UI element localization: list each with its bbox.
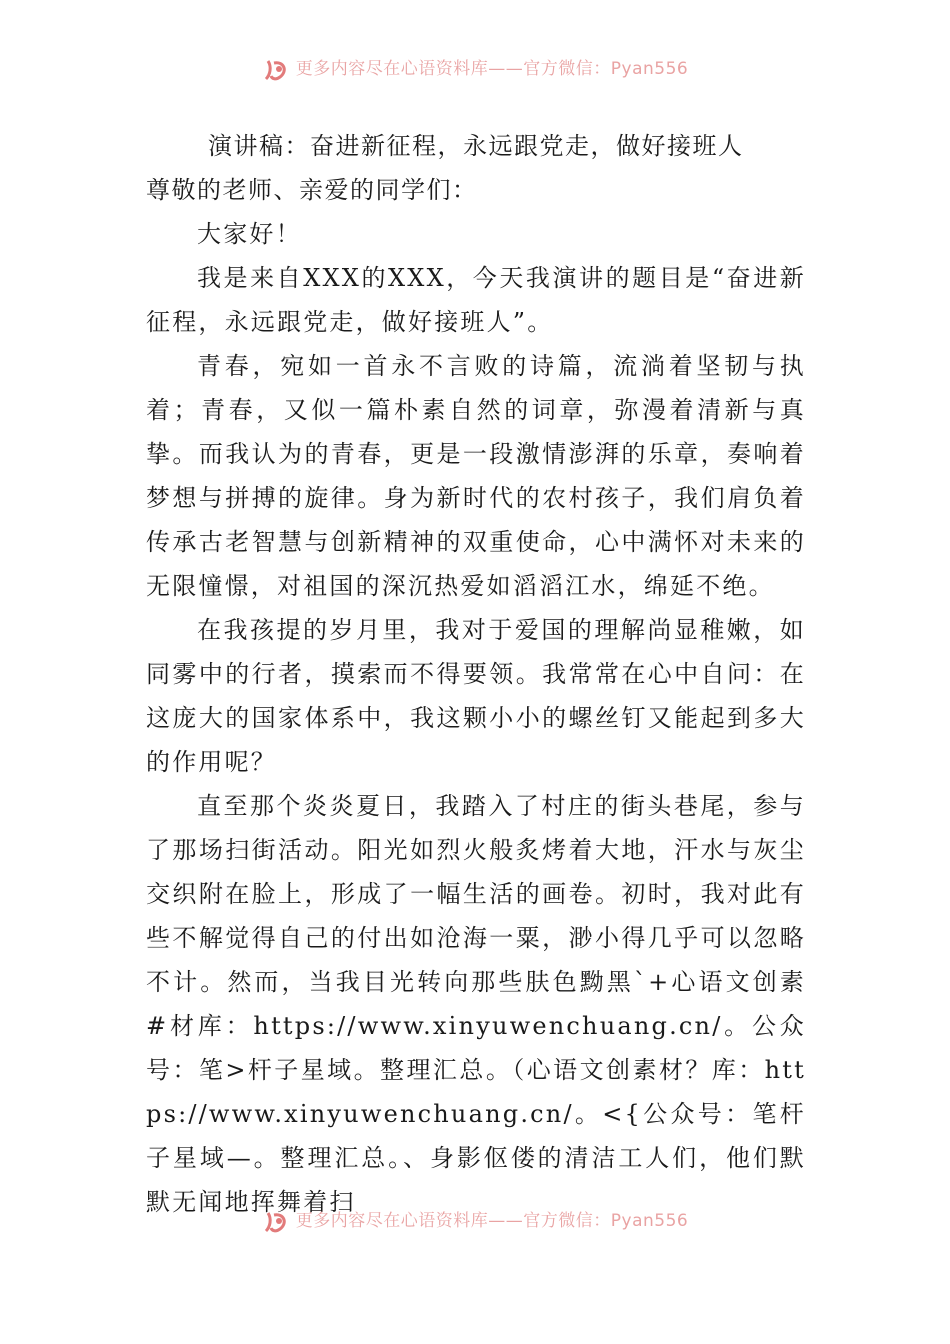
paragraph: 我是来自XXX的XXX，今天我演讲的题目是“奋进新征程，永远跟党走，做好接班人”。 — [146, 264, 806, 336]
salutation: 尊敬的老师、亲爱的同学们： — [146, 176, 478, 204]
paragraph: 在我孩提的岁月里，我对于爱国的理解尚显稚嫩，如同雾中的行者，摸索而不得要领。我常常在心中自问：在这庞大的国家体系中，我这颗小小的螺丝钉又能起到多大的作用呢？ — [146, 616, 806, 776]
watermark-text: 更多内容尽在心语资料库——官方微信：Pyan556 — [295, 58, 689, 79]
document-body — [146, 124, 806, 1224]
footer-watermark — [0, 1208, 950, 1238]
header-watermark — [0, 56, 950, 86]
document-title: 演讲稿：奋进新征程，永远跟党走，做好接班人 — [208, 132, 744, 160]
watermark-text: 更多内容尽在心语资料库——官方微信：Pyan556 — [295, 1210, 689, 1231]
paragraph: 大家好！ — [197, 220, 302, 248]
logo-icon — [262, 1209, 292, 1237]
paragraph: 直至那个炎炎夏日，我踏入了村庄的街头巷尾，参与了那场扫街活动。阳光如烈火般炙烤着大地，汗水与灰尘交织附在脸上，形成了一幅生活的画卷。初时，我对此有些不解觉得自己的付出如沧海一粟，渺小得几乎可以忽略不计。然而，当我目光转向那些肤色黝黑`+心语文创素#材库：https://www.xinyuwenchuang.cn/。公众号：笔>杆子星域。整理汇总。（心语文创素材？库：https://www.xinyuwenchuang.cn/。<{公众号：笔杆子星域—。整理汇总。、身影伛偻的清洁工人们，他们默默无闻地挥舞着扫 — [146, 792, 806, 1216]
logo-icon — [262, 57, 292, 85]
paragraph: 青春，宛如一首永不言败的诗篇，流淌着坚韧与执着；青春，又似一篇朴素自然的词章，弥漫着清新与真挚。而我认为的青春，更是一段激情澎湃的乐章，奏响着梦想与拼搏的旋律。身为新时代的农村孩子，我们肩负着传承古老智慧与创新精神的双重使命，心中满怀对未来的无限憧憬，对祖国的深沉热爱如滔滔江水，绵延不绝。 — [146, 352, 806, 600]
